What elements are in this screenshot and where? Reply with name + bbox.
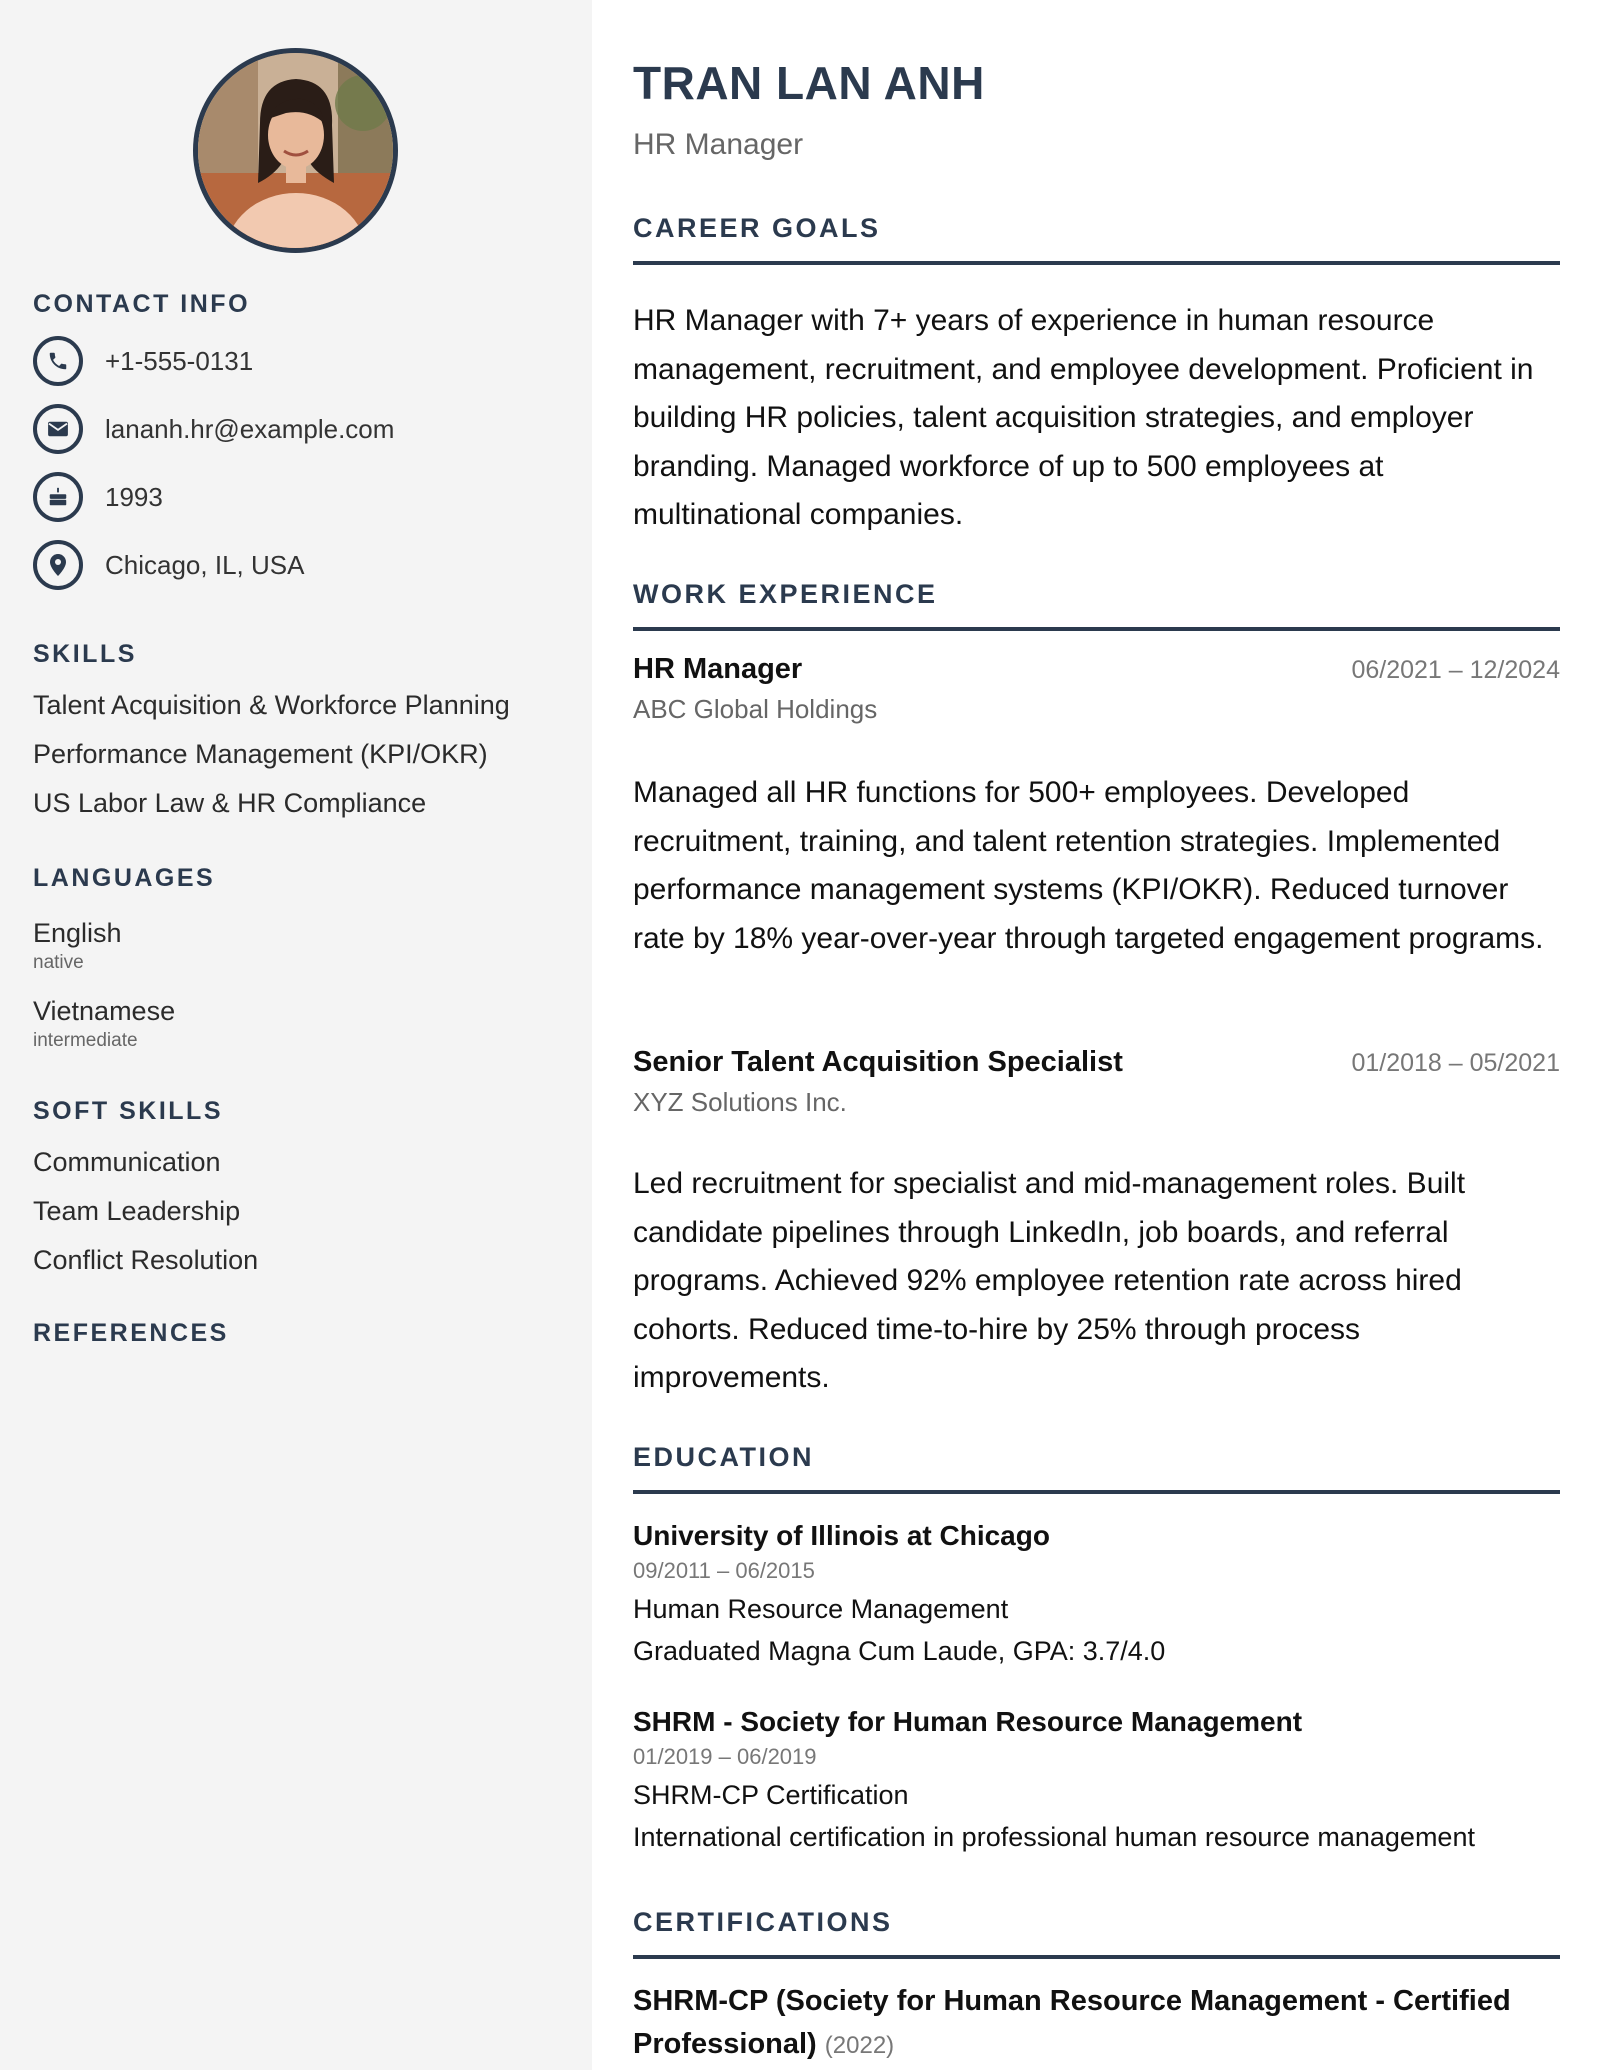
certification-year: (2022) — [824, 2032, 895, 2059]
contact-location-text: Chicago, IL, USA — [105, 549, 305, 580]
certification-item — [633, 1980, 1560, 2067]
job-entry — [633, 653, 1560, 725]
job-description: Managed all HR functions for 500+ employees. Developed recruitment, training, and talent retention strategies. Implemented performance management systems (KPI/OKR). Reduced turnover rate by 18% year-over-year through targeted engagement programs. — [633, 776, 1544, 955]
job-company: XYZ Solutions Inc. — [633, 1087, 847, 1117]
soft-skill-item: Conflict Resolution — [33, 1245, 259, 1275]
contact-phone — [33, 333, 394, 389]
language-level: intermediate — [33, 1030, 138, 1051]
references-heading: REFERENCES — [33, 1319, 229, 1347]
soft-skill-item: Communication — [33, 1147, 221, 1177]
education-note: International certification in professional human resource management — [633, 1822, 1475, 1852]
location-pin-icon — [33, 540, 83, 590]
contact-email — [33, 401, 394, 457]
skills-heading: SKILLS — [33, 640, 137, 668]
contact-heading: CONTACT INFO — [33, 290, 251, 318]
job-dates: 06/2021 – 12/2024 — [1351, 656, 1560, 684]
skill-item: Talent Acquisition & Workforce Planning — [33, 690, 510, 720]
education-entry — [633, 1520, 1560, 1672]
education-entry — [633, 1706, 1560, 1858]
email-icon — [33, 404, 83, 454]
languages-heading: LANGUAGES — [33, 864, 216, 892]
contact-birth-year — [33, 469, 394, 525]
education-major: SHRM-CP Certification — [633, 1780, 909, 1810]
job-title: Senior Talent Acquisition Specialist — [633, 1046, 1123, 1078]
language-name: Vietnamese — [33, 996, 176, 1026]
education-school: SHRM - Society for Human Resource Management — [633, 1706, 1303, 1737]
education-heading: EDUCATION — [633, 1442, 1560, 1494]
soft-skills-section — [33, 1097, 258, 1285]
avatar — [193, 48, 398, 253]
education-dates: 09/2011 – 06/2015 — [633, 1558, 815, 1583]
job-description: Led recruitment for specialist and mid-management roles. Built candidate pipelines through LinkedIn, job boards, and referral programs. Achieved 92% employee retention rate across hired cohorts. Reduced time-to-hire by 25% through process improvements. — [633, 1167, 1466, 1394]
soft-skill-item: Team Leadership — [33, 1196, 241, 1226]
birthday-cake-icon — [33, 472, 83, 522]
job-dates: 01/2018 – 05/2021 — [1351, 1049, 1560, 1077]
sidebar — [0, 0, 592, 2070]
certifications-heading: CERTIFICATIONS — [633, 1907, 1560, 1959]
skills-section — [33, 640, 510, 828]
education-major: Human Resource Management — [633, 1594, 1009, 1624]
soft-skills-heading: SOFT SKILLS — [33, 1097, 223, 1125]
work-experience-heading: WORK EXPERIENCE — [633, 579, 1560, 631]
education-school: University of Illinois at Chicago — [633, 1520, 1050, 1551]
contact-email-text: lananh.hr@example.com — [105, 413, 395, 444]
career-goals-text: HR Manager with 7+ years of experience in human resource management, recruitment, and employee development. Proficient in building HR policies, talent acquisition strategies, and employer branding. Managed workforce of up to 500 employees at multinational companies. — [633, 304, 1534, 531]
candidate-title: HR Manager — [633, 128, 804, 161]
languages-section — [33, 864, 215, 1071]
certification-name: SHRM-CP (Society for Human Resource Management - Certified Professional) — [633, 1985, 1511, 2060]
language-level: native — [33, 952, 84, 973]
skill-item: Performance Management (KPI/OKR) — [33, 739, 488, 769]
contact-phone-text: +1-555-0131 — [105, 345, 254, 376]
language-name: English — [33, 918, 122, 948]
main-content — [592, 0, 1600, 2070]
job-entry — [633, 1046, 1560, 1118]
candidate-name: TRAN LAN ANH — [633, 57, 985, 109]
skill-item: US Labor Law & HR Compliance — [33, 788, 427, 818]
contact-section — [33, 290, 394, 605]
contact-location — [33, 537, 394, 593]
career-goals-heading: CAREER GOALS — [633, 213, 1560, 265]
phone-icon — [33, 336, 83, 386]
job-company: ABC Global Holdings — [633, 694, 878, 724]
education-note: Graduated Magna Cum Laude, GPA: 3.7/4.0 — [633, 1636, 1166, 1666]
contact-birth-year-text: 1993 — [105, 481, 163, 512]
references-section — [33, 1319, 229, 1348]
job-title: HR Manager — [633, 653, 803, 685]
education-dates: 01/2019 – 06/2019 — [633, 1744, 817, 1769]
